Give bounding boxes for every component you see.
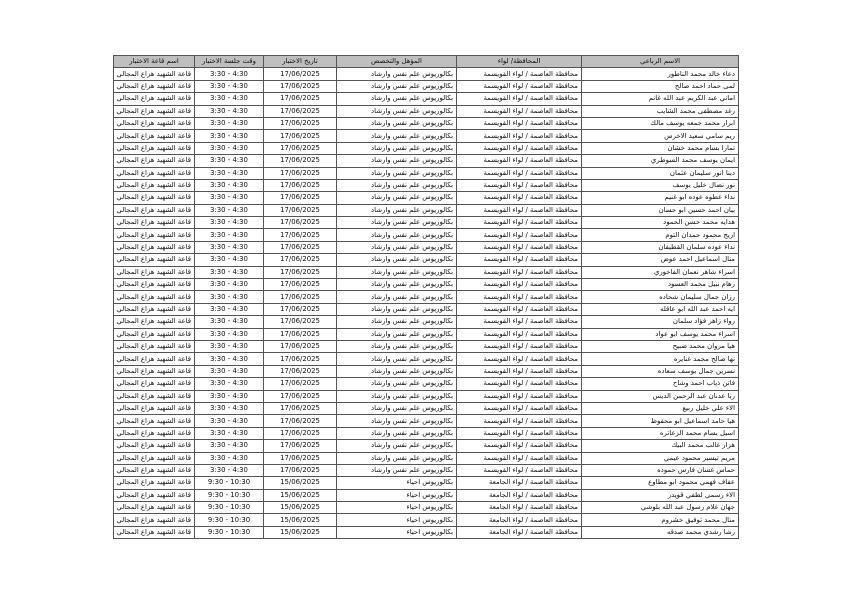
table-row	[114, 80, 739, 92]
cell-exam-time: 10:30 - 9:30	[195, 477, 264, 489]
table-row	[114, 353, 739, 365]
cell-exam-time: 4:30 - 3:30	[195, 402, 264, 414]
table-row	[114, 415, 739, 427]
cell-qualification: بكالوريوس علم نفس وارشاد	[337, 316, 457, 328]
table-row	[114, 502, 739, 514]
table-row	[114, 279, 739, 291]
cell-exam-time: 10:30 - 9:30	[195, 502, 264, 514]
cell-qualification: بكالوريوس علم نفس وارشاد	[337, 217, 457, 229]
cell-exam-date: 15/06/2025	[264, 502, 337, 514]
cell-governorate: محافظة العاصمة / لواء القويسمة	[457, 241, 582, 253]
cell-full-name: هيا حامد اسماعيل ابو محفوظ	[582, 415, 739, 427]
cell-exam-room: قاعة الشهيد هزاع المجالي	[114, 130, 195, 142]
cell-exam-date: 17/06/2025	[264, 279, 337, 291]
cell-governorate: محافظة العاصمة / لواء الجامعة	[457, 526, 582, 538]
cell-exam-date: 17/06/2025	[264, 167, 337, 179]
table-row	[114, 477, 739, 489]
cell-exam-room: قاعة الشهيد هزاع المجالي	[114, 167, 195, 179]
cell-exam-time: 4:30 - 3:30	[195, 204, 264, 216]
cell-governorate: محافظة العاصمة / لواء القويسمة	[457, 340, 582, 352]
cell-full-name: هزار غالب محمد البيك	[582, 440, 739, 452]
cell-full-name: مريم تيسير محمود عيمي	[582, 452, 739, 464]
cell-exam-date: 17/06/2025	[264, 390, 337, 402]
cell-exam-date: 15/06/2025	[264, 514, 337, 526]
cell-exam-time: 10:30 - 9:30	[195, 514, 264, 526]
cell-exam-date: 17/06/2025	[264, 415, 337, 427]
table-row	[114, 254, 739, 266]
cell-exam-date: 17/06/2025	[264, 365, 337, 377]
cell-full-name: هيا مروان محمد صبيح	[582, 340, 739, 352]
cell-exam-time: 4:30 - 3:30	[195, 365, 264, 377]
cell-qualification: بكالوريوس علم نفس وارشاد	[337, 415, 457, 427]
cell-full-name: ريم سامي سعيد الاخرس	[582, 130, 739, 142]
cell-exam-time: 10:30 - 9:30	[195, 489, 264, 501]
cell-exam-room: قاعة الشهيد هزاع المجالي	[114, 217, 195, 229]
cell-exam-room: قاعة الشهيد هزاع المجالي	[114, 390, 195, 402]
cell-full-name: رغد مصطفى محمد الشايب	[582, 105, 739, 117]
cell-full-name: منال اسماعيل احمد عوض	[582, 254, 739, 266]
cell-qualification: بكالوريوس علم نفس وارشاد	[337, 105, 457, 117]
cell-full-name: دعاء خالد محمد الناطور	[582, 68, 739, 80]
cell-exam-time: 4:30 - 3:30	[195, 279, 264, 291]
table-row	[114, 316, 739, 328]
table-row	[114, 155, 739, 167]
table-row	[114, 514, 739, 526]
cell-exam-room: قاعة الشهيد هزاع المجالي	[114, 427, 195, 439]
cell-qualification: بكالوريوس علم نفس وارشاد	[337, 340, 457, 352]
cell-qualification: بكالوريوس علم نفس وارشاد	[337, 427, 457, 439]
cell-governorate: محافظة العاصمة / لواء القويسمة	[457, 316, 582, 328]
cell-qualification: بكالوريوس علم نفس وارشاد	[337, 93, 457, 105]
cell-exam-room: قاعة الشهيد هزاع المجالي	[114, 93, 195, 105]
cell-exam-date: 17/06/2025	[264, 204, 337, 216]
cell-exam-room: قاعة الشهيد هزاع المجالي	[114, 514, 195, 526]
cell-full-name: اسيل بسام محمد الزعاتره	[582, 427, 739, 439]
cell-qualification: بكالوريوس علم نفس وارشاد	[337, 142, 457, 154]
cell-exam-time: 4:30 - 3:30	[195, 440, 264, 452]
cell-full-name: ايمان يوسف محمد السوطري	[582, 155, 739, 167]
cell-exam-date: 17/06/2025	[264, 328, 337, 340]
cell-exam-time: 4:30 - 3:30	[195, 464, 264, 476]
cell-qualification: بكالوريوس علم نفس وارشاد	[337, 279, 457, 291]
cell-governorate: محافظة العاصمة / لواء القويسمة	[457, 353, 582, 365]
cell-governorate: محافظة العاصمة / لواء القويسمة	[457, 390, 582, 402]
table-header-row	[114, 56, 739, 68]
table-row	[114, 93, 739, 105]
cell-governorate: محافظة العاصمة / لواء القويسمة	[457, 291, 582, 303]
cell-full-name: رزان جمال سليمان شحاده	[582, 291, 739, 303]
table-row	[114, 192, 739, 204]
cell-exam-time: 4:30 - 3:30	[195, 117, 264, 129]
table-row	[114, 217, 739, 229]
cell-exam-room: قاعة الشهيد هزاع المجالي	[114, 142, 195, 154]
cell-exam-room: قاعة الشهيد هزاع المجالي	[114, 340, 195, 352]
cell-qualification: بكالوريوس علم نفس وارشاد	[337, 155, 457, 167]
cell-exam-time: 4:30 - 3:30	[195, 155, 264, 167]
cell-qualification: بكالوريوس علم نفس وارشاد	[337, 130, 457, 142]
cell-full-name: دينا انور سليمان عثمان	[582, 167, 739, 179]
table-row	[114, 303, 739, 315]
cell-exam-date: 17/06/2025	[264, 217, 337, 229]
cell-exam-date: 17/06/2025	[264, 353, 337, 365]
cell-qualification: بكالوريوس علم نفس وارشاد	[337, 328, 457, 340]
cell-exam-room: قاعة الشهيد هزاع المجالي	[114, 353, 195, 365]
cell-governorate: محافظة العاصمة / لواء القويسمة	[457, 68, 582, 80]
table-row	[114, 402, 739, 414]
table-row	[114, 241, 739, 253]
cell-exam-time: 4:30 - 3:30	[195, 217, 264, 229]
cell-full-name: اماني عبد الكريم عبد الله غانم	[582, 93, 739, 105]
cell-full-name: بيان احمد حسين ابو حسان	[582, 204, 739, 216]
cell-exam-room: قاعة الشهيد هزاع المجالي	[114, 378, 195, 390]
cell-exam-room: قاعة الشهيد هزاع المجالي	[114, 502, 195, 514]
cell-qualification: بكالوريوس علم نفس وارشاد	[337, 117, 457, 129]
cell-full-name: رشا رشدي محمد صدقه	[582, 526, 739, 538]
cell-governorate: محافظة العاصمة / لواء القويسمة	[457, 179, 582, 191]
cell-full-name: نداء عوده سلمان القطيفان	[582, 241, 739, 253]
cell-governorate: محافظة العاصمة / لواء القويسمة	[457, 427, 582, 439]
cell-qualification: بكالوريوس علم نفس وارشاد	[337, 291, 457, 303]
cell-exam-date: 17/06/2025	[264, 440, 337, 452]
cell-exam-time: 4:30 - 3:30	[195, 254, 264, 266]
cell-exam-room: قاعة الشهيد هزاع المجالي	[114, 303, 195, 315]
cell-full-name: نداء عطوه عوده ابو غنيم	[582, 192, 739, 204]
cell-qualification: بكالوريوس علم نفس وارشاد	[337, 390, 457, 402]
table-row	[114, 229, 739, 241]
cell-exam-date: 15/06/2025	[264, 477, 337, 489]
cell-exam-date: 15/06/2025	[264, 526, 337, 538]
table-row	[114, 365, 739, 377]
cell-full-name: اسراء شاهر نعمان الفاخوري	[582, 266, 739, 278]
cell-governorate: محافظة العاصمة / لواء القويسمة	[457, 117, 582, 129]
cell-governorate: محافظة العاصمة / لواء القويسمة	[457, 402, 582, 414]
cell-qualification: بكالوريوس علم نفس وارشاد	[337, 204, 457, 216]
cell-qualification: بكالوريوس علم نفس وارشاد	[337, 167, 457, 179]
cell-governorate: محافظة العاصمة / لواء القويسمة	[457, 254, 582, 266]
cell-full-name: رهام نبيل محمد العسود	[582, 279, 739, 291]
cell-governorate: محافظة العاصمة / لواء القويسمة	[457, 415, 582, 427]
cell-qualification: بكالوريوس علم نفس وارشاد	[337, 378, 457, 390]
cell-exam-time: 4:30 - 3:30	[195, 192, 264, 204]
header-exam-room: اسم قاعة الاختبار	[114, 56, 195, 68]
cell-full-name: نها صالح محمد غنايره	[582, 353, 739, 365]
cell-exam-date: 15/06/2025	[264, 489, 337, 501]
cell-exam-time: 4:30 - 3:30	[195, 452, 264, 464]
cell-qualification: بكالوريوس علم نفس وارشاد	[337, 80, 457, 92]
table-row	[114, 440, 739, 452]
cell-qualification: بكالوريوس احياء	[337, 502, 457, 514]
cell-exam-time: 4:30 - 3:30	[195, 415, 264, 427]
cell-exam-room: قاعة الشهيد هزاع المجالي	[114, 316, 195, 328]
cell-governorate: محافظة العاصمة / لواء القويسمة	[457, 192, 582, 204]
cell-full-name: ابرار محمد جمعه يوسف مالك	[582, 117, 739, 129]
cell-exam-time: 4:30 - 3:30	[195, 378, 264, 390]
cell-exam-date: 17/06/2025	[264, 142, 337, 154]
cell-governorate: محافظة العاصمة / لواء القويسمة	[457, 130, 582, 142]
cell-exam-room: قاعة الشهيد هزاع المجالي	[114, 477, 195, 489]
cell-full-name: فاتن ذياب احمد وشاح	[582, 378, 739, 390]
cell-governorate: محافظة العاصمة / لواء القويسمة	[457, 378, 582, 390]
cell-governorate: محافظة العاصمة / لواء القويسمة	[457, 365, 582, 377]
cell-exam-time: 4:30 - 3:30	[195, 142, 264, 154]
cell-exam-room: قاعة الشهيد هزاع المجالي	[114, 204, 195, 216]
cell-exam-time: 4:30 - 3:30	[195, 105, 264, 117]
cell-governorate: محافظة العاصمة / لواء القويسمة	[457, 464, 582, 476]
cell-full-name: هدايه محمد حسن الحمود	[582, 217, 739, 229]
cell-qualification: بكالوريوس احياء	[337, 526, 457, 538]
cell-exam-room: قاعة الشهيد هزاع المجالي	[114, 440, 195, 452]
table-row	[114, 489, 739, 501]
table-row	[114, 142, 739, 154]
cell-governorate: محافظة العاصمة / لواء الجامعة	[457, 489, 582, 501]
cell-full-name: لمى حماد احمد صالح	[582, 80, 739, 92]
cell-exam-room: قاعة الشهيد هزاع المجالي	[114, 105, 195, 117]
cell-governorate: محافظة العاصمة / لواء القويسمة	[457, 204, 582, 216]
cell-exam-room: قاعة الشهيد هزاع المجالي	[114, 279, 195, 291]
table-row	[114, 204, 739, 216]
cell-full-name: عفاف فهمي محمود ابو مطاوع	[582, 477, 739, 489]
cell-exam-room: قاعة الشهيد هزاع المجالي	[114, 241, 195, 253]
cell-exam-room: قاعة الشهيد هزاع المجالي	[114, 155, 195, 167]
header-governorate: المحافظة/ لواء	[457, 56, 582, 68]
cell-exam-room: قاعة الشهيد هزاع المجالي	[114, 117, 195, 129]
cell-exam-room: قاعة الشهيد هزاع المجالي	[114, 365, 195, 377]
cell-full-name: نور نضال خليل يوسف	[582, 179, 739, 191]
cell-exam-time: 4:30 - 3:30	[195, 303, 264, 315]
cell-qualification: بكالوريوس علم نفس وارشاد	[337, 303, 457, 315]
cell-exam-room: قاعة الشهيد هزاع المجالي	[114, 526, 195, 538]
cell-exam-date: 17/06/2025	[264, 93, 337, 105]
cell-full-name: رواء زاهر فؤاد سلمان	[582, 316, 739, 328]
cell-governorate: محافظة العاصمة / لواء القويسمة	[457, 452, 582, 464]
cell-exam-date: 17/06/2025	[264, 427, 337, 439]
cell-exam-room: قاعة الشهيد هزاع المجالي	[114, 452, 195, 464]
cell-governorate: محافظة العاصمة / لواء القويسمة	[457, 142, 582, 154]
cell-qualification: بكالوريوس علم نفس وارشاد	[337, 229, 457, 241]
cell-exam-time: 4:30 - 3:30	[195, 229, 264, 241]
table-row	[114, 130, 739, 142]
cell-exam-date: 17/06/2025	[264, 68, 337, 80]
cell-qualification: بكالوريوس علم نفس وارشاد	[337, 179, 457, 191]
cell-exam-date: 17/06/2025	[264, 117, 337, 129]
table-row	[114, 526, 739, 538]
cell-exam-date: 17/06/2025	[264, 105, 337, 117]
cell-exam-date: 17/06/2025	[264, 464, 337, 476]
cell-exam-date: 17/06/2025	[264, 192, 337, 204]
cell-governorate: محافظة العاصمة / لواء القويسمة	[457, 440, 582, 452]
cell-governorate: محافظة العاصمة / لواء القويسمة	[457, 105, 582, 117]
table-row	[114, 378, 739, 390]
cell-exam-time: 4:30 - 3:30	[195, 241, 264, 253]
table-row	[114, 390, 739, 402]
table-row	[114, 452, 739, 464]
cell-qualification: بكالوريوس علم نفس وارشاد	[337, 353, 457, 365]
cell-exam-time: 4:30 - 3:30	[195, 353, 264, 365]
cell-exam-date: 17/06/2025	[264, 291, 337, 303]
cell-full-name: اريج محمود حمدان التوم	[582, 229, 739, 241]
cell-exam-date: 17/06/2025	[264, 402, 337, 414]
cell-exam-room: قاعة الشهيد هزاع المجالي	[114, 464, 195, 476]
table-row	[114, 328, 739, 340]
header-exam-date: تاريخ الاختبار	[264, 56, 337, 68]
cell-exam-date: 17/06/2025	[264, 303, 337, 315]
cell-exam-room: قاعة الشهيد هزاع المجالي	[114, 68, 195, 80]
cell-exam-date: 17/06/2025	[264, 254, 337, 266]
table-row	[114, 68, 739, 80]
cell-qualification: بكالوريوس احياء	[337, 477, 457, 489]
cell-full-name: جهان غلام رسول عبد الله بلوشي	[582, 502, 739, 514]
table-row	[114, 427, 739, 439]
cell-exam-room: قاعة الشهيد هزاع المجالي	[114, 402, 195, 414]
cell-exam-date: 17/06/2025	[264, 340, 337, 352]
cell-qualification: بكالوريوس علم نفس وارشاد	[337, 68, 457, 80]
cell-full-name: اسراء محمد يوسف ابو عواد	[582, 328, 739, 340]
cell-exam-date: 17/06/2025	[264, 378, 337, 390]
cell-exam-time: 10:30 - 9:30	[195, 526, 264, 538]
cell-exam-date: 17/06/2025	[264, 229, 337, 241]
cell-exam-time: 4:30 - 3:30	[195, 266, 264, 278]
cell-governorate: محافظة العاصمة / لواء القويسمة	[457, 80, 582, 92]
cell-exam-date: 17/06/2025	[264, 266, 337, 278]
cell-exam-room: قاعة الشهيد هزاع المجالي	[114, 254, 195, 266]
table-row	[114, 464, 739, 476]
cell-qualification: بكالوريوس علم نفس وارشاد	[337, 452, 457, 464]
table-row	[114, 117, 739, 129]
cell-exam-date: 17/06/2025	[264, 316, 337, 328]
cell-exam-time: 4:30 - 3:30	[195, 167, 264, 179]
cell-exam-room: قاعة الشهيد هزاع المجالي	[114, 229, 195, 241]
cell-exam-room: قاعة الشهيد هزاع المجالي	[114, 179, 195, 191]
cell-exam-time: 4:30 - 3:30	[195, 328, 264, 340]
cell-exam-time: 4:30 - 3:30	[195, 340, 264, 352]
cell-governorate: محافظة العاصمة / لواء القويسمة	[457, 167, 582, 179]
cell-qualification: بكالوريوس احياء	[337, 489, 457, 501]
cell-qualification: بكالوريوس علم نفس وارشاد	[337, 365, 457, 377]
header-qualification: المؤهل والتخصص	[337, 56, 457, 68]
cell-qualification: بكالوريوس علم نفس وارشاد	[337, 464, 457, 476]
cell-exam-time: 4:30 - 3:30	[195, 80, 264, 92]
cell-qualification: بكالوريوس علم نفس وارشاد	[337, 254, 457, 266]
cell-exam-date: 17/06/2025	[264, 155, 337, 167]
cell-exam-time: 4:30 - 3:30	[195, 179, 264, 191]
cell-governorate: محافظة العاصمة / لواء القويسمة	[457, 266, 582, 278]
table-body	[114, 68, 739, 539]
cell-exam-time: 4:30 - 3:30	[195, 316, 264, 328]
cell-exam-date: 17/06/2025	[264, 80, 337, 92]
table-row	[114, 340, 739, 352]
cell-exam-time: 4:30 - 3:30	[195, 427, 264, 439]
cell-qualification: بكالوريوس علم نفس وارشاد	[337, 440, 457, 452]
cell-exam-room: قاعة الشهيد هزاع المجالي	[114, 192, 195, 204]
table-row	[114, 105, 739, 117]
cell-exam-room: قاعة الشهيد هزاع المجالي	[114, 80, 195, 92]
cell-exam-room: قاعة الشهيد هزاع المجالي	[114, 489, 195, 501]
cell-exam-time: 4:30 - 3:30	[195, 93, 264, 105]
cell-full-name: الاء رسمي لطفي قويدر	[582, 489, 739, 501]
cell-exam-time: 4:30 - 3:30	[195, 68, 264, 80]
cell-exam-room: قاعة الشهيد هزاع المجالي	[114, 328, 195, 340]
cell-governorate: محافظة العاصمة / لواء القويسمة	[457, 303, 582, 315]
cell-exam-date: 17/06/2025	[264, 452, 337, 464]
cell-governorate: محافظة العاصمة / لواء الجامعة	[457, 514, 582, 526]
cell-qualification: بكالوريوس علم نفس وارشاد	[337, 192, 457, 204]
cell-governorate: محافظة العاصمة / لواء الجامعة	[457, 502, 582, 514]
table-row	[114, 167, 739, 179]
cell-exam-room: قاعة الشهيد هزاع المجالي	[114, 291, 195, 303]
cell-exam-date: 17/06/2025	[264, 241, 337, 253]
cell-exam-time: 4:30 - 3:30	[195, 390, 264, 402]
cell-governorate: محافظة العاصمة / لواء الجامعة	[457, 477, 582, 489]
cell-governorate: محافظة العاصمة / لواء القويسمة	[457, 328, 582, 340]
cell-qualification: بكالوريوس احياء	[337, 514, 457, 526]
cell-full-name: ربا عدنان عبد الرحمن الديس	[582, 390, 739, 402]
cell-exam-room: قاعة الشهيد هزاع المجالي	[114, 266, 195, 278]
header-exam-time: وقت جلسة الاختبار	[195, 56, 264, 68]
cell-exam-date: 17/06/2025	[264, 130, 337, 142]
cell-exam-room: قاعة الشهيد هزاع المجالي	[114, 415, 195, 427]
cell-governorate: محافظة العاصمة / لواء القويسمة	[457, 93, 582, 105]
table-row	[114, 266, 739, 278]
cell-exam-time: 4:30 - 3:30	[195, 130, 264, 142]
cell-qualification: بكالوريوس علم نفس وارشاد	[337, 241, 457, 253]
cell-governorate: محافظة العاصمة / لواء القويسمة	[457, 279, 582, 291]
candidates-table	[113, 55, 739, 539]
cell-full-name: الاء علي خليل ربيع	[582, 402, 739, 414]
cell-qualification: بكالوريوس علم نفس وارشاد	[337, 266, 457, 278]
table-row	[114, 179, 739, 191]
cell-qualification: بكالوريوس علم نفس وارشاد	[337, 402, 457, 414]
cell-exam-date: 17/06/2025	[264, 179, 337, 191]
cell-full-name: منال محمد توفيق خشروم	[582, 514, 739, 526]
cell-full-name: حماس غسان فارس حموده	[582, 464, 739, 476]
cell-governorate: محافظة العاصمة / لواء القويسمة	[457, 217, 582, 229]
cell-governorate: محافظة العاصمة / لواء القويسمة	[457, 229, 582, 241]
header-full-name: الاسم الرباعي	[582, 56, 739, 68]
cell-exam-time: 4:30 - 3:30	[195, 291, 264, 303]
cell-governorate: محافظة العاصمة / لواء القويسمة	[457, 155, 582, 167]
table-row	[114, 291, 739, 303]
cell-full-name: ايه احمد عبد الله ابو عاقله	[582, 303, 739, 315]
cell-full-name: تمارا بسام محمد خشان	[582, 142, 739, 154]
cell-full-name: نسرين جمال يوسف سعاده	[582, 365, 739, 377]
